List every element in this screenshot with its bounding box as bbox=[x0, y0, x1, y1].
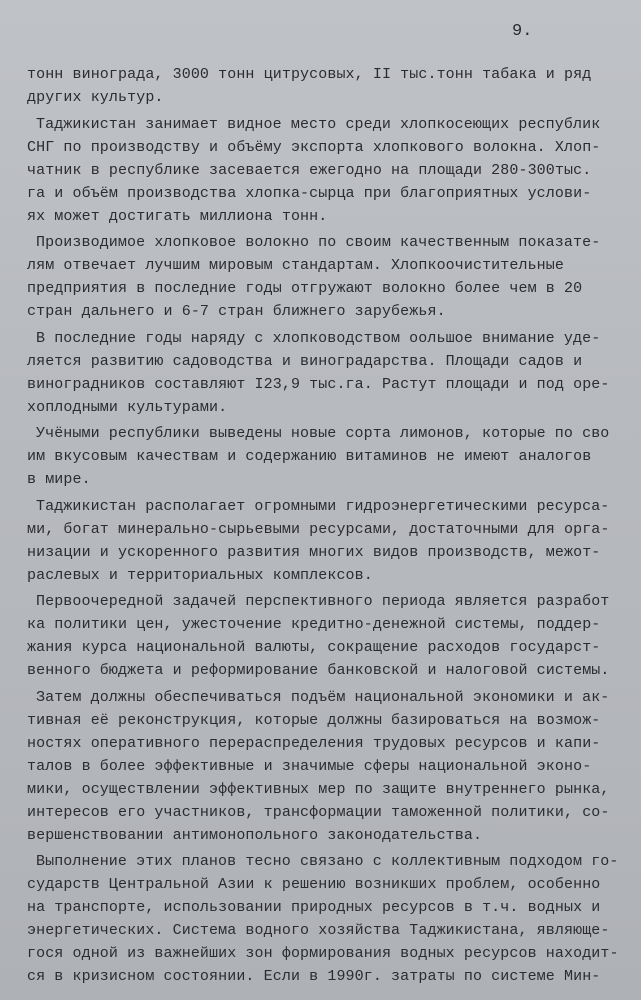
text-line: Первоочередной задачей перспективного периода является разработ bbox=[36, 593, 610, 610]
text-line: талов в более эффективные и значимые сферы национальной эконо- bbox=[27, 758, 592, 775]
text-line: низации и ускоренного развития многих видов производств, межот- bbox=[27, 544, 601, 561]
text-line: предприятия в последние годы отгружают волокно более чем в 20 bbox=[27, 280, 583, 297]
text-line: сударств Центральной Азии к решению возникших проблем, особенно bbox=[27, 876, 601, 893]
text-line: тонн винограда, 3000 тонн цитрусовых, II тыс.тонн табака и ряд bbox=[27, 66, 592, 83]
text-line: СНГ по производству и объёму экспорта хлопкового волокна. Хлоп- bbox=[27, 139, 601, 156]
text-line: раслевых и территориальных комплексов. bbox=[27, 567, 373, 584]
text-line: Таджикистан занимает видное место среди хлопкосеющих республик bbox=[36, 116, 601, 133]
text-line: Учёными республики выведены новые сорта лимонов, которые по сво bbox=[36, 425, 610, 442]
page-number: 9. bbox=[512, 22, 533, 41]
text-line: виноградников составляют I23,9 тыс.га. Растут площади и под оре- bbox=[27, 376, 610, 393]
text-line: гося одной из важнейших зон формирования водных ресурсов находит- bbox=[27, 945, 619, 962]
text-line: тивная её реконструкция, которые должны базироваться на возмож- bbox=[27, 712, 601, 729]
text-line: интересов его участников, трансформации таможенной политики, со- bbox=[27, 804, 610, 821]
text-line: ся в кризисном состоянии. Если в 1990г. затраты по системе Мин- bbox=[27, 968, 601, 985]
text-line: ях может достигать миллиона тонн. bbox=[27, 208, 328, 225]
text-line: Таджикистан располагает огромными гидроэнергетическими ресурса- bbox=[36, 498, 610, 515]
text-line: Производимое хлопковое волокно по своим качественным показате- bbox=[36, 234, 601, 251]
text-line: га и объём производства хлопка-сырца при благоприятных услови- bbox=[27, 185, 592, 202]
text-line: им вкусовым качествам и содержанию витаминов не имеют аналогов bbox=[27, 448, 592, 465]
text-line: ляется развитию садоводства и виноградарства. Площади садов и bbox=[27, 353, 583, 370]
text-line: Затем должны обеспечиваться подъём национальной экономики и ак- bbox=[36, 689, 610, 706]
text-line: стран дальнего и 6-7 стран ближнего зарубежья. bbox=[27, 303, 446, 320]
text-line: лям отвечает лучшим мировым стандартам. Хлопкоочистительные bbox=[27, 257, 564, 274]
text-line: хоплодными культурами. bbox=[27, 399, 228, 416]
text-line: чатник в республике засевается ежегодно на площади 280-300тыс. bbox=[27, 162, 592, 179]
text-line: других культур. bbox=[27, 89, 164, 106]
text-line: ностях оперативного перераспределения трудовых ресурсов и капи- bbox=[27, 735, 601, 752]
text-line: на транспорте, использовании природных ресурсов в т.ч. водных и bbox=[27, 899, 601, 916]
text-line: мики, осуществлении эффективных мер по защите внутреннего рынка, bbox=[27, 781, 610, 798]
text-line: ми, богат минерально-сырьевыми ресурсами, достаточными для орга- bbox=[27, 521, 610, 538]
text-line: Выполнение этих планов тесно связано с коллективным подходом го- bbox=[36, 853, 619, 870]
text-line: жания курса национальной валюты, сокращение расходов государст- bbox=[27, 639, 601, 656]
text-line: ка политики цен, ужесточение кредитно-денежной системы, поддер- bbox=[27, 616, 601, 633]
text-line: В последние годы наряду с хлопководством оольшое внимание уде- bbox=[36, 330, 601, 347]
text-line: в мире. bbox=[27, 471, 91, 488]
text-line: венного бюджета и реформирование банковской и налоговой системы. bbox=[27, 662, 610, 679]
text-line: энергетических. Система водного хозяйства Таджикистана, являюще- bbox=[27, 922, 610, 939]
text-line: вершенствовании антимонопольного законодательства. bbox=[27, 827, 483, 844]
